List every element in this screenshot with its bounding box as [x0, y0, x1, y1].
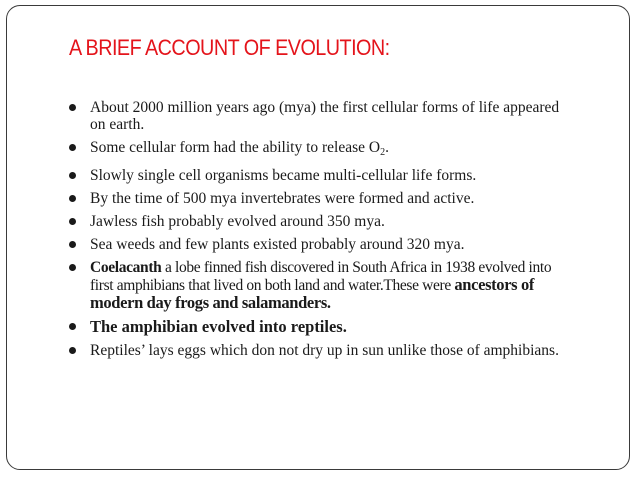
bullet-dot-icon: [69, 241, 76, 248]
bullet-text-suffix: .: [385, 139, 389, 156]
bullet-dot-icon: [69, 172, 76, 179]
bullet-dot-icon: [69, 104, 76, 111]
bullet-text: By the time of 500 mya invertebrates were formed and active.: [90, 190, 475, 207]
subscript-two: 2: [380, 147, 386, 158]
bullet-dot-icon: [69, 264, 76, 271]
bullet-text: About 2000 million years ago (mya) the first cellular forms of life appeared on earth.: [90, 99, 560, 133]
bullet-dot-icon: [69, 347, 76, 354]
bullet-dot-icon: [69, 144, 76, 151]
bullet-bold-tail: ancestors of modern day frogs and salamanders.: [90, 275, 535, 312]
bullet-item: [69, 236, 569, 253]
bullet-text: Jawless fish probably evolved around 350 mya.: [90, 213, 385, 230]
bullet-item: [69, 259, 569, 312]
slide-title: A BRIEF ACCOUNT OF EVOLUTION:: [69, 35, 390, 60]
bullet-dot-icon: [69, 323, 76, 330]
bullet-bold-lead: Coelacanth: [90, 259, 162, 276]
bullet-list: [69, 99, 569, 365]
bullet-item: [69, 342, 569, 359]
bullet-item: [69, 167, 569, 184]
bullet-text: Sea weeds and few plants existed probably around 320 mya.: [90, 236, 465, 253]
bullet-item: [69, 139, 569, 161]
bullet-text: Some cellular form had the ability to release O: [90, 139, 381, 156]
bullet-item: [69, 99, 569, 133]
bullet-dot-icon: [69, 218, 76, 225]
bullet-item: [69, 190, 569, 207]
bullet-text: The amphibian evolved into reptiles.: [90, 317, 347, 336]
bullet-text: Slowly single cell organisms became multi-cellular life forms.: [90, 167, 477, 184]
bullet-item: [69, 318, 569, 336]
bullet-text: Reptiles’ lays eggs which don not dry up in sun unlike those of amphibians.: [90, 342, 559, 359]
bullet-dot-icon: [69, 195, 76, 202]
bullet-item: [69, 213, 569, 230]
bullet-text: a lobe finned fish discovered in South Africa in 1938 evolved into first amphibians that lived on both land and water.These were: [90, 259, 552, 294]
